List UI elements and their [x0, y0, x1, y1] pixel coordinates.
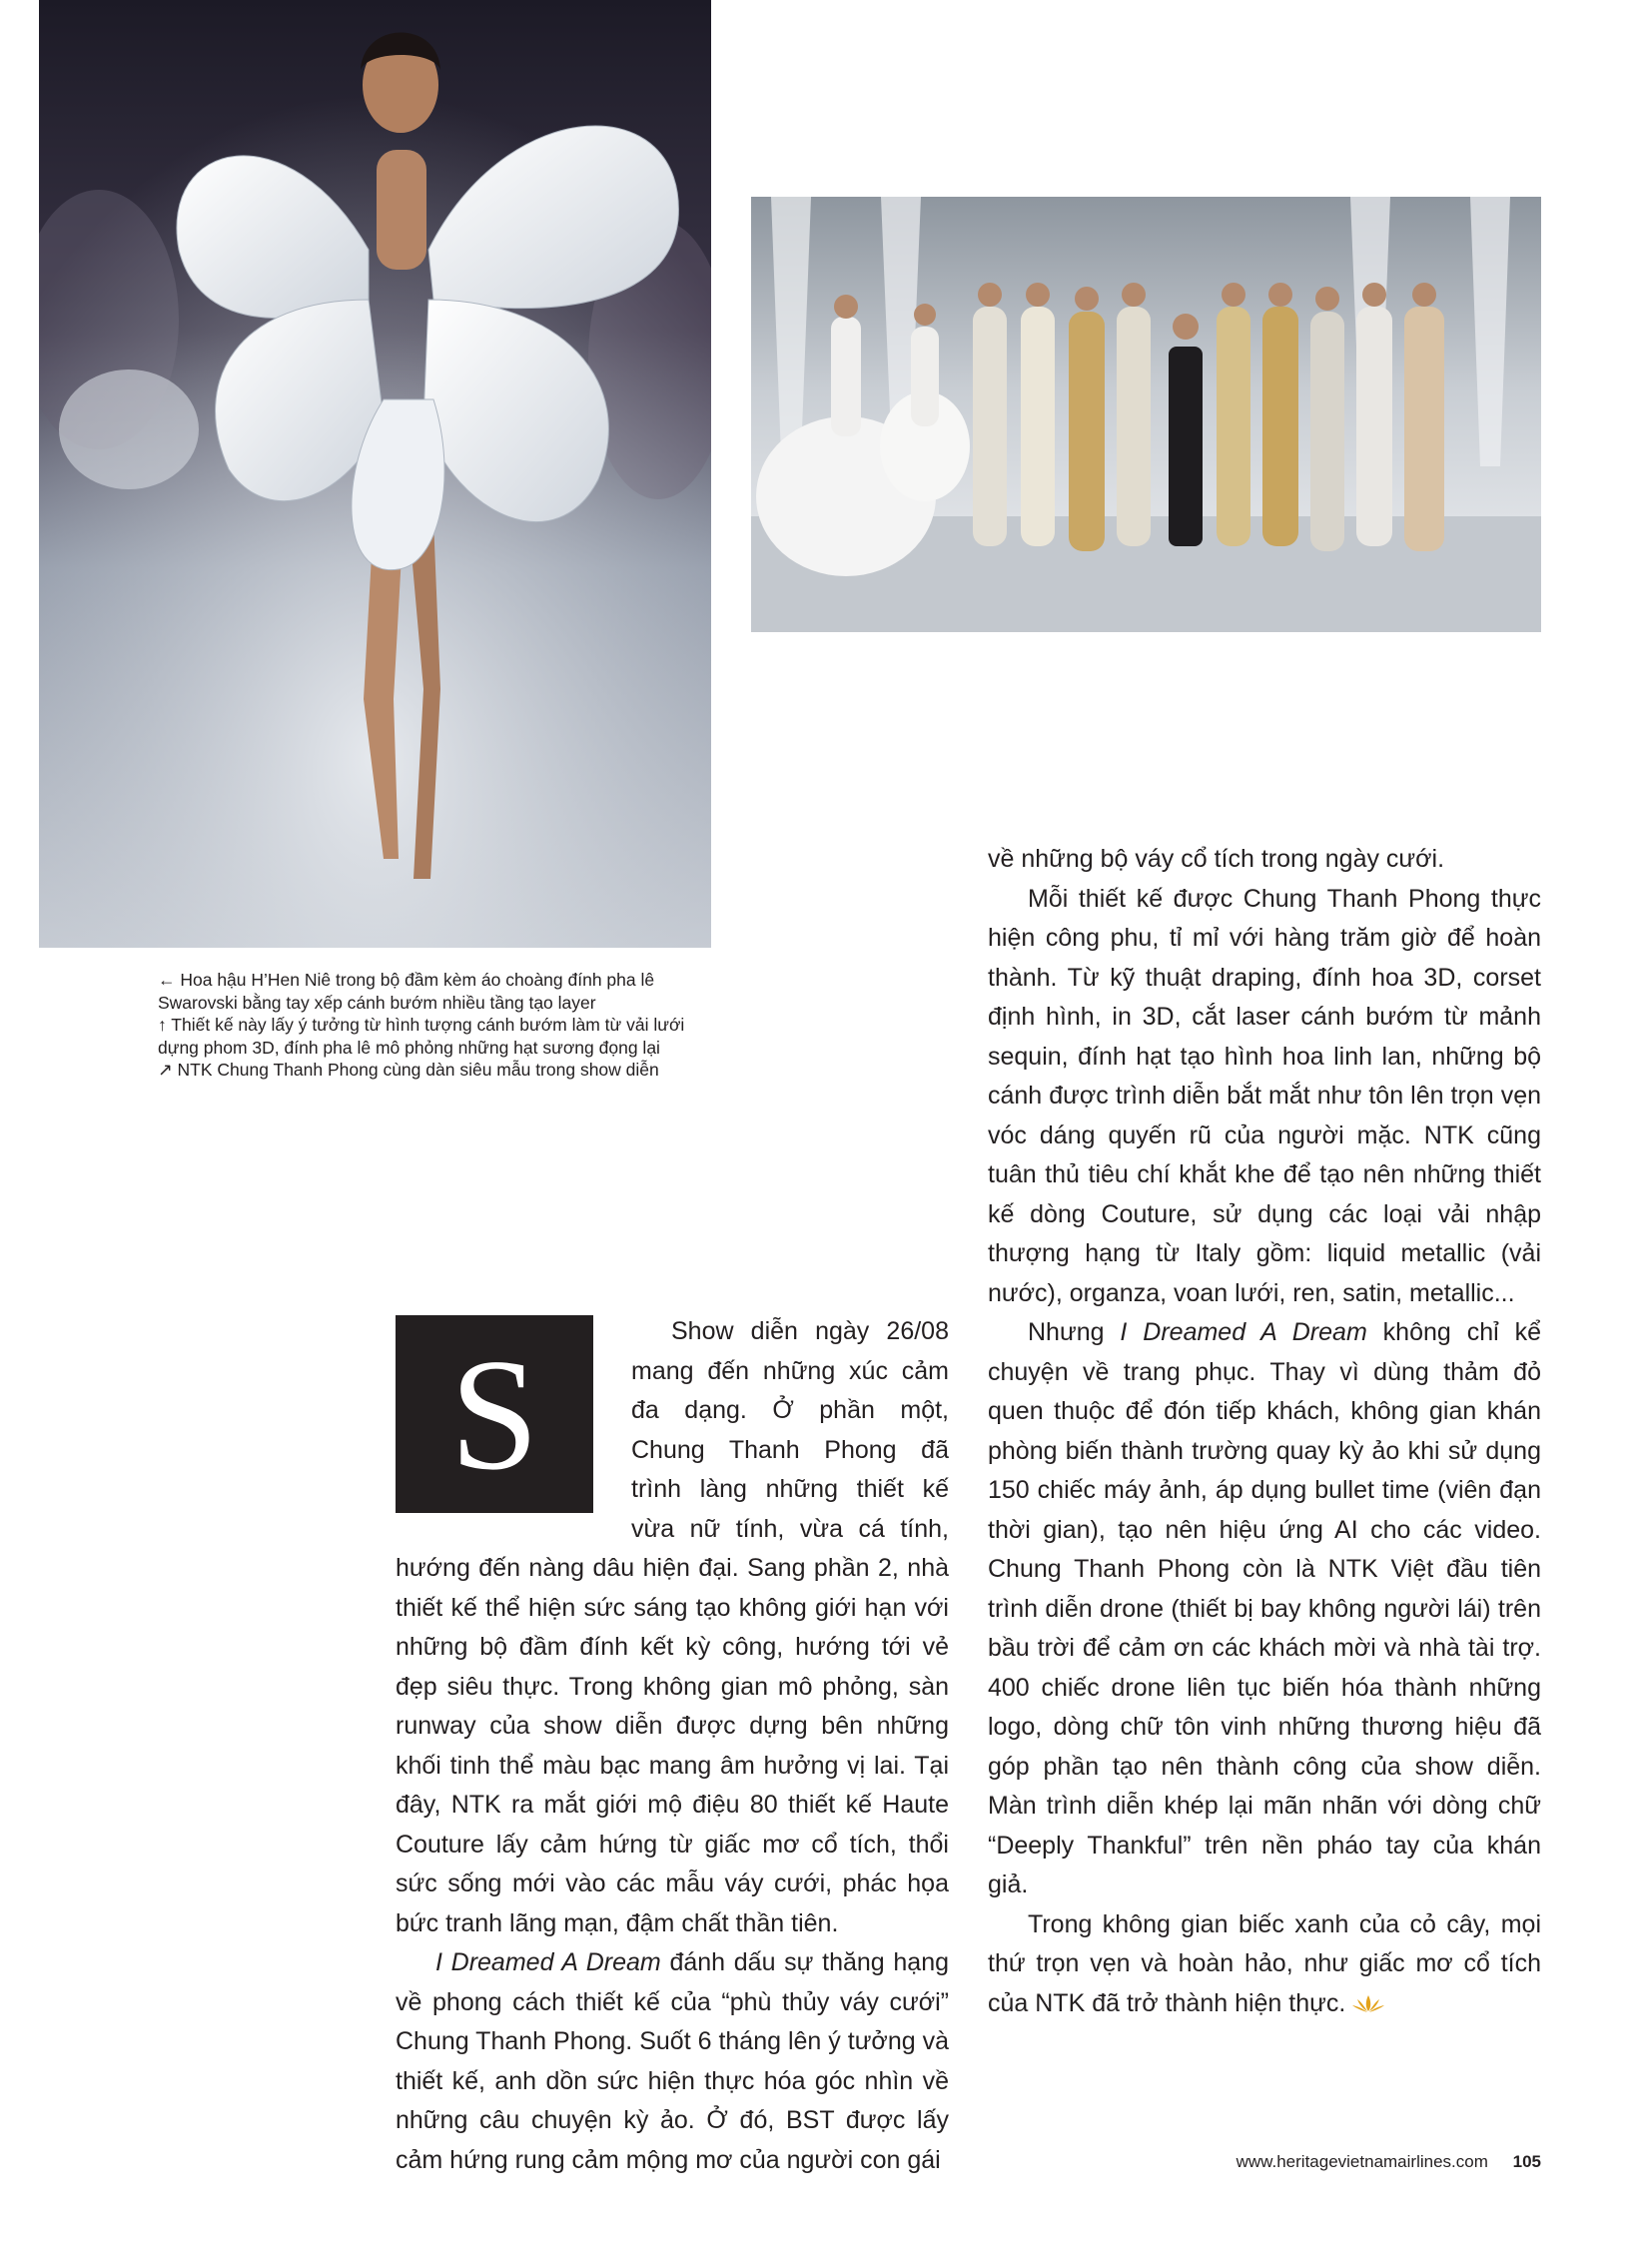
- page-footer: [1237, 2152, 1541, 2172]
- paragraph-show: [988, 1313, 1541, 1905]
- article-column-right: [988, 840, 1541, 2023]
- paragraph-show-lead: Nhưng: [1028, 1318, 1121, 1346]
- paragraph-intro-text: Show diễn ngày 26/08 mang đến những xúc cảm đa dạng. Ở phần một, Chung Thanh Phong đã trình làng những thiết kế vừa nữ tính, vừa cá tính, hướng đến nàng dâu hiện đại. Sang phần 2, nhà thiết kế thể hiện sức sáng tạo không giới hạn với những bộ đầm đính kết kỳ công, hướng tới vẻ đẹp siêu thực. Trong không gian mô phỏng, sàn runway của show diễn được dựng bên những khối tinh thể màu bạc mang âm hưởng vị lai. Tại đây, NTK ra mắt giới mộ điệu 80 thiết kế Haute Couture lấy cảm hứng từ giấc mơ cổ tích, thổi sức sống mới vào các mẫu váy cưới, phác họa bức tranh lãng mạn, đậm chất thần tiên.: [396, 1317, 949, 1937]
- photo-captions: [158, 969, 717, 1082]
- show-title-2: I Dreamed A Dream: [1120, 1318, 1367, 1346]
- paragraph-dream-text: đánh dấu sự thăng hạng về phong cách thiết kế của “phù thủy váy cưới” Chung Thanh Phong. Suốt 6 tháng lên ý tưởng và thiết kế, anh dồn sức hiện thực hóa góc nhìn về những câu chuyện kỳ ảo. Ở đó, BST được lấy cảm hứng rung cảm mộng mơ của người con gái: [396, 1948, 950, 2174]
- paragraph-closing-text: Trong không gian biếc xanh của cỏ cây, mọi thứ trọn vẹn và hoàn hảo, như giấc mơ cổ tích của NTK đã trở thành hiện thực.: [988, 1909, 1541, 2017]
- paragraph-continued: về những bộ váy cổ tích trong ngày cưới.: [988, 845, 1445, 873]
- caption-detail: ↑ Thiết kế này lấy ý tưởng từ hình tượng cánh bướm làm từ vải lưới dựng phom 3D, đính pha lê mô phỏng những hạt sương đọng lại: [158, 1015, 685, 1058]
- paragraph-craft: Mỗi thiết kế được Chung Thanh Phong thực hiện công phu, tỉ mỉ với hàng trăm giờ để hoàn thành. Từ kỹ thuật draping, đính hoa 3D, corset định hình, in 3D, cắt laser cánh bướm từ mảnh sequin, đính hạt tạo hình hoa linh lan, những bộ cánh được trình diễn bắt mắt như tôn lên trọn vẹn vóc dáng quyến rũ của người mặc. NTK cũng tuân thủ tiêu chí khắt khe để tạo nên những thiết kế dòng Couture, sử dụng các loại vải nhập thượng hạng từ Italy gồm: liquid metallic (vải nước), organza, voan lưới, ren, satin, metallic...: [988, 884, 1541, 1307]
- lotus-end-icon: [1351, 1993, 1385, 2013]
- paragraph-show-text: không chỉ kể chuyện về trang phục. Thay vì dùng thảm đỏ quen thuộc để đón tiếp khách, không gian khán phòng biến thành trường quay kỳ ảo khi sử dụng 150 chiếc máy ảnh, áp dụng bullet time (viên đạn thời gian), tạo nên hiệu ứng AI cho các video. Chung Thanh Phong còn là NTK Việt đầu tiên trình diễn drone (thiết bị bay không người lái) trên bầu trời để cảm ơn các khách mời và nhà tài trợ. 400 chiếc drone liên tục biến hóa thành những logo, dòng chữ tôn vinh những thương hiệu đã góp phần tạo nên thành công của show diễn. Màn trình diễn khép lại mãn nhãn với dòng chữ “Deeply Thankful” trên nền pháo tay của khán giả.: [988, 1318, 1541, 1898]
- paragraph-dream: [396, 1943, 949, 2180]
- photo-designer-with-models: [751, 197, 1541, 632]
- caption-left-photo: ← Hoa hậu H’Hen Niê trong bộ đầm kèm áo choàng đính pha lê Swarovski bằng tay xếp cánh bướm nhiều tầng tạo layer: [158, 970, 655, 1013]
- caption-right-photo: ↗ NTK Chung Thanh Phong cùng dàn siêu mẫu trong show diễn: [158, 1060, 659, 1080]
- designer-models-image: [751, 197, 1541, 632]
- paragraph-closing: [988, 1905, 1541, 2024]
- article-column-left: [396, 1312, 949, 2180]
- website-url: www.heritagevietnamairlines.com: [1236, 2152, 1488, 2171]
- butterfly-dress-image: [39, 0, 711, 948]
- page-number: 105: [1512, 2152, 1541, 2171]
- show-title: I Dreamed A Dream: [435, 1948, 661, 1976]
- drop-cap: S: [396, 1315, 593, 1513]
- photo-butterfly-dress: [39, 0, 711, 948]
